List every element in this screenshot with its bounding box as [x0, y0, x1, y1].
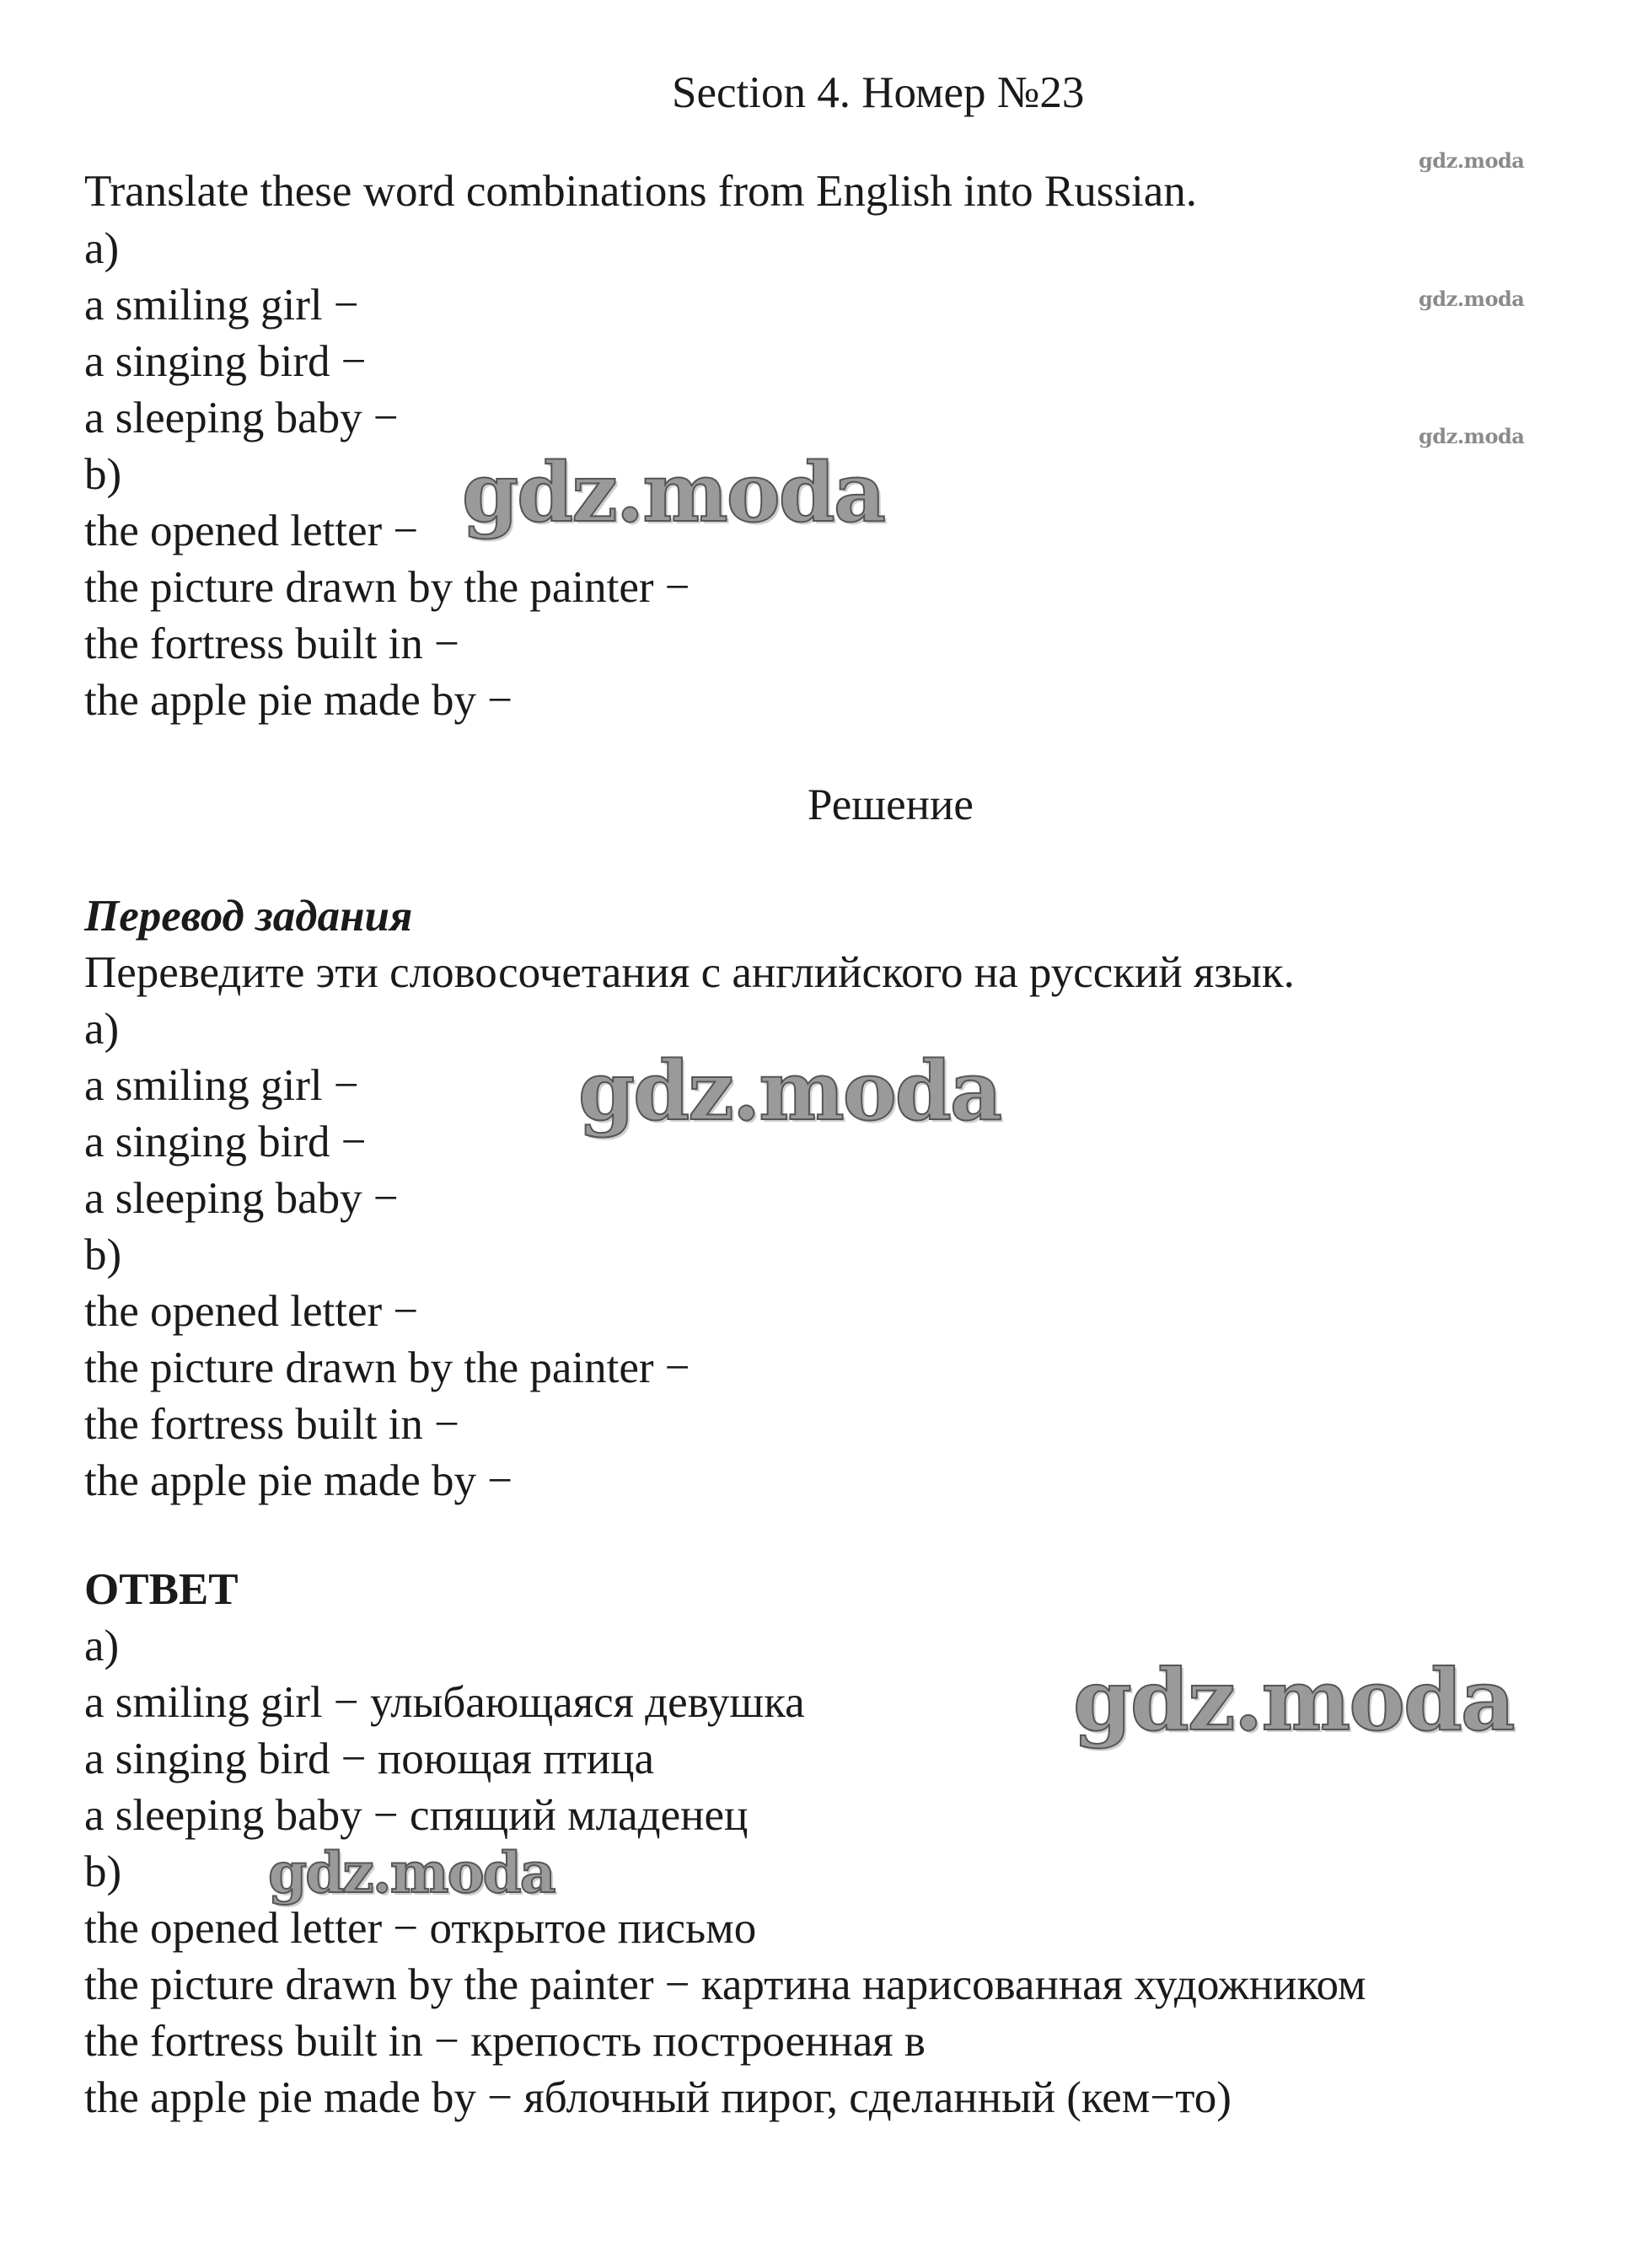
task-item: the opened letter − [84, 507, 419, 555]
answer-item: a sleeping baby − спящий младенец [84, 1791, 749, 1840]
task-item: a sleeping baby − [84, 394, 399, 442]
translation-part-b-label: b) [84, 1231, 122, 1279]
task-instruction: Translate these word combinations from English into Russian. [84, 167, 1197, 216]
answer-part-b-label: b) [84, 1847, 122, 1896]
task-item: the fortress built in − [84, 619, 459, 668]
watermark-small: gdz.moda [1419, 148, 1525, 173]
watermark-large [268, 1840, 555, 1906]
page-title: Section 4. Номер №23 [672, 68, 1085, 117]
translation-item: a sleeping baby − [84, 1174, 399, 1223]
watermark-large [462, 445, 884, 540]
answer-heading: ОТВЕТ [84, 1565, 239, 1614]
translation-heading: Перевод задания [84, 892, 413, 941]
translation-item: the opened letter − [84, 1287, 419, 1336]
answer-item: the fortress built in − крепость построенная в [84, 2017, 926, 2066]
watermark-large [1073, 1650, 1514, 1750]
watermark-large [578, 1043, 1001, 1139]
watermark-large-text: gdz.moda [1073, 1650, 1514, 1750]
translation-item: the picture drawn by the painter − [84, 1343, 690, 1392]
translation-part-a-label: a) [84, 1005, 120, 1054]
solution-heading: Решение [808, 780, 974, 829]
answer-part-a-label: a) [84, 1622, 120, 1670]
translation-item: the apple pie made by − [84, 1456, 513, 1505]
watermark-small: gdz.moda [1419, 424, 1525, 448]
translation-item: a singing bird − [84, 1118, 367, 1166]
task-part-b-label: b) [84, 450, 122, 499]
watermark-large-text: gdz.moda [462, 445, 885, 540]
task-item: the apple pie made by − [84, 676, 513, 725]
watermark-small: gdz.moda [1419, 287, 1525, 311]
translation-item: a smiling girl − [84, 1061, 359, 1110]
watermark-large-text: gdz.moda [268, 1840, 555, 1906]
watermark-large-text: gdz.moda [578, 1043, 1001, 1139]
answer-item: the apple pie made by − яблочный пирог, сделанный (кем−то) [84, 2073, 1232, 2122]
task-item: a singing bird − [84, 337, 367, 386]
task-item: the picture drawn by the painter − [84, 563, 690, 612]
task-part-a-label: a) [84, 224, 120, 273]
task-item: a smiling girl − [84, 281, 359, 330]
answer-item: a singing bird − поющая птица [84, 1735, 655, 1783]
translation-instruction: Переведите эти словосочетания с английского на русский язык. [84, 948, 1295, 997]
answer-item: a smiling girl − улыбающаяся девушка [84, 1678, 805, 1727]
translation-item: the fortress built in − [84, 1400, 459, 1449]
answer-item: the opened letter − открытое письмо [84, 1904, 757, 1953]
answer-item: the picture drawn by the painter − картина нарисованная художником [84, 1960, 1366, 2009]
